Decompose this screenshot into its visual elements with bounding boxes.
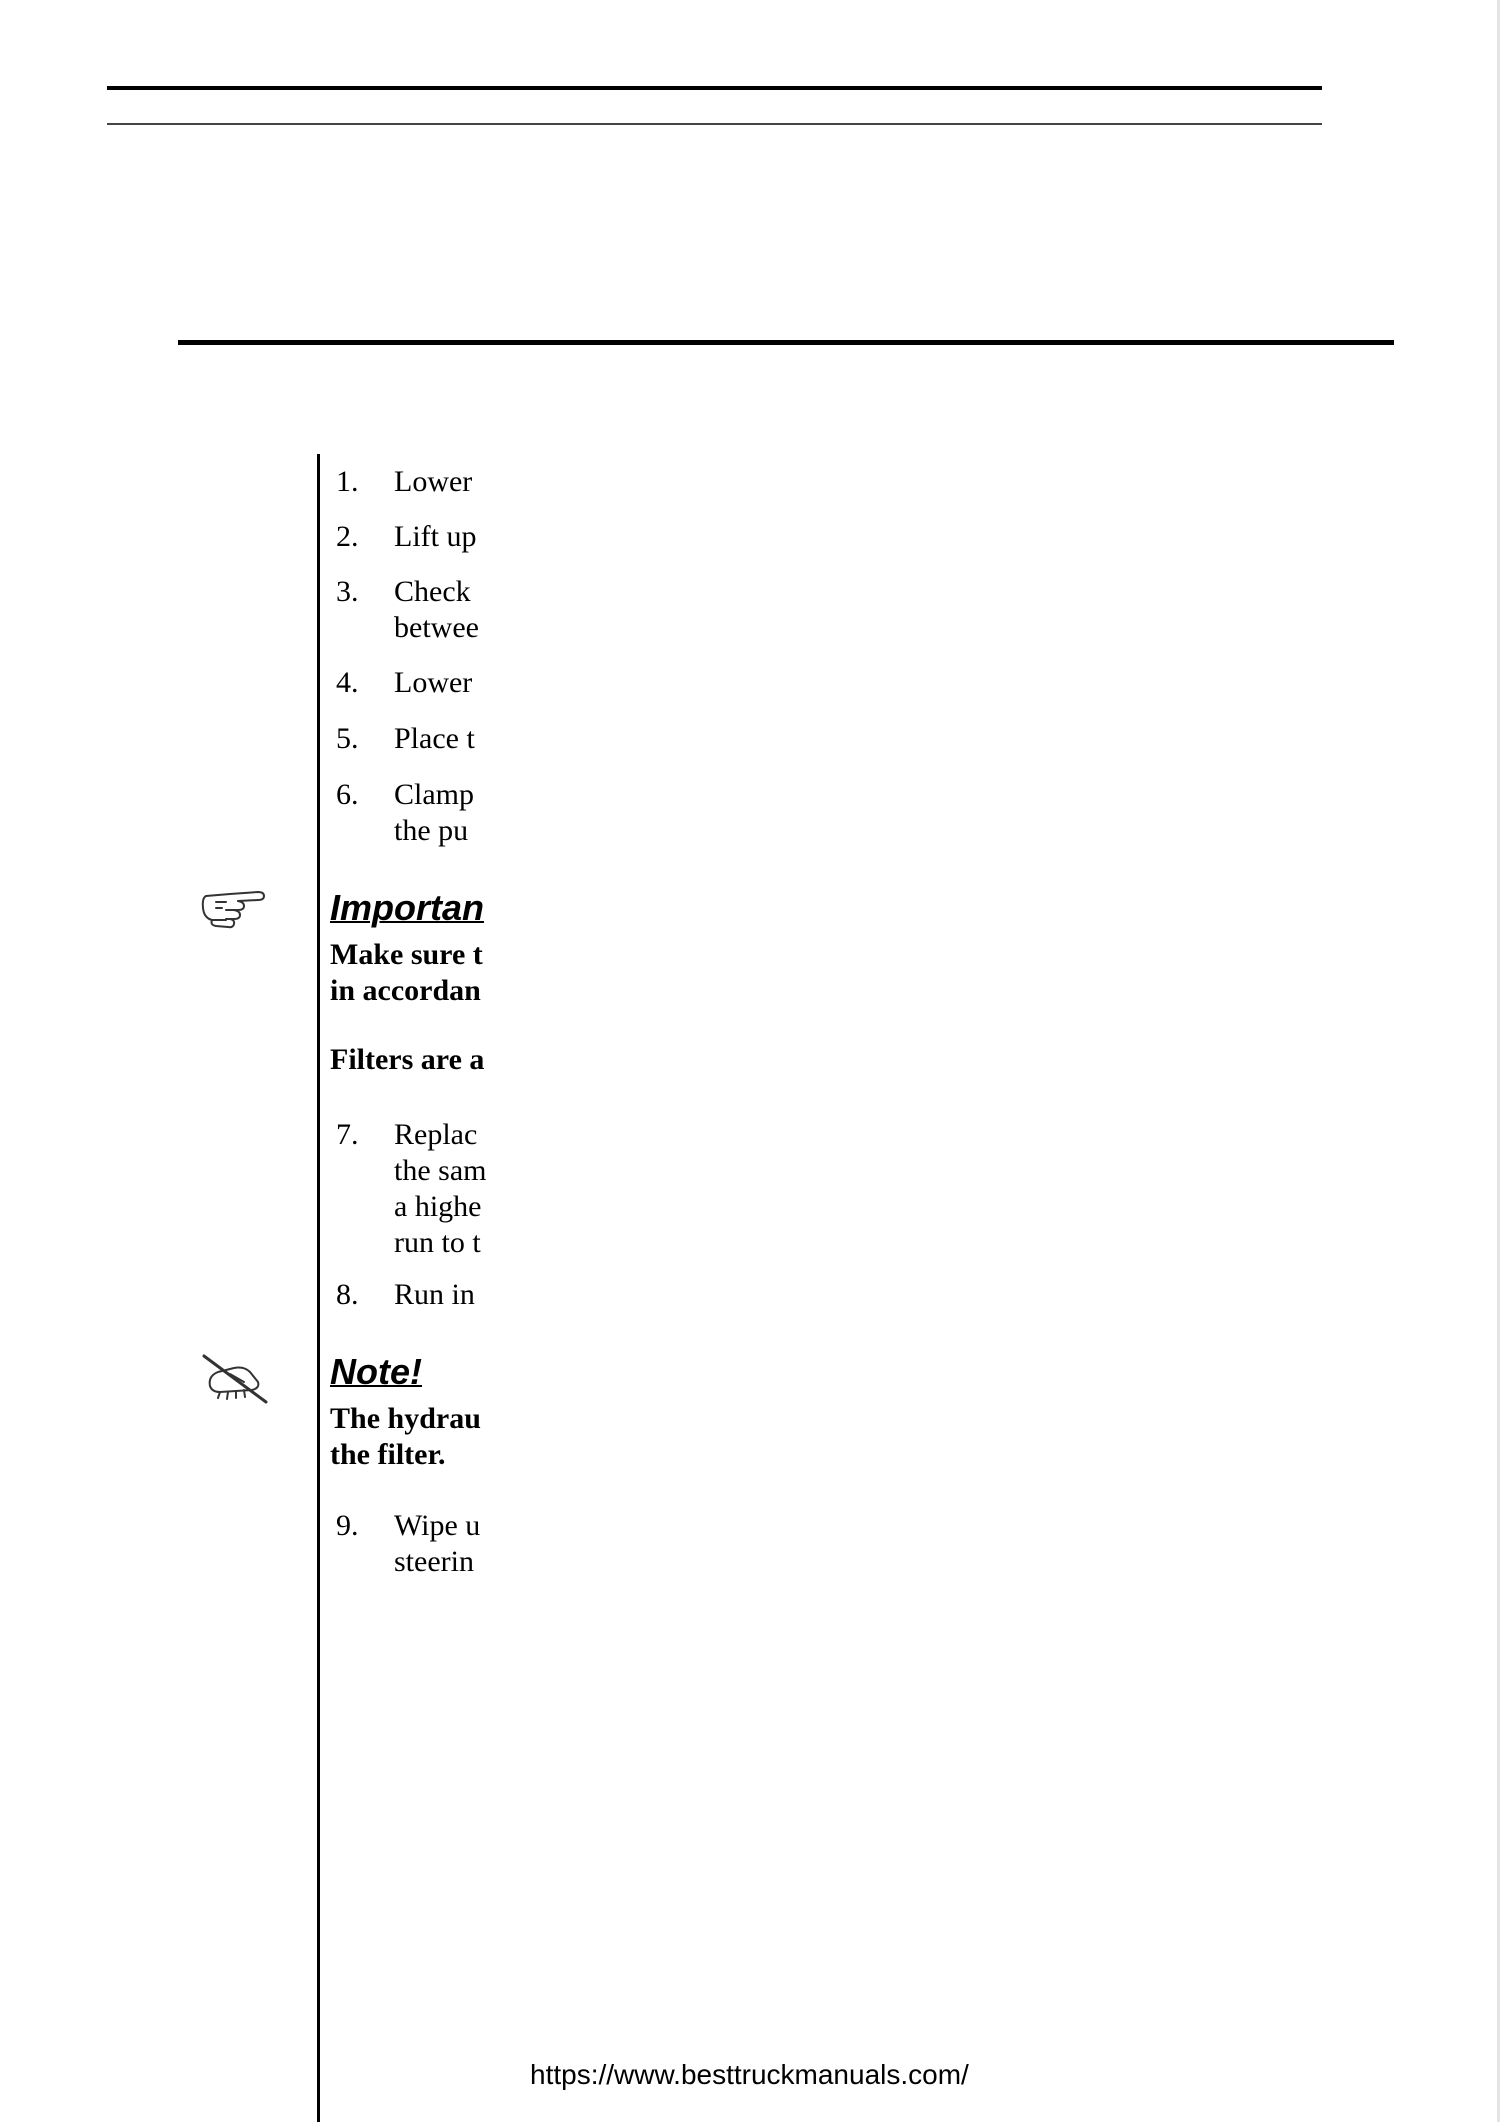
step-line: Lower [394, 666, 473, 699]
footer-url: https://www.besttruckmanuals.com/ [530, 2059, 969, 2090]
step-line: Replac [394, 1118, 478, 1151]
step-number: 4. [336, 666, 359, 699]
header-rule-thin [107, 123, 1322, 125]
note-line: the filter. [330, 1438, 446, 1471]
note-line: The hydrau [330, 1402, 481, 1435]
step-line: Run in [394, 1278, 475, 1311]
step-line: Check [394, 575, 471, 608]
step-line: Wipe u [394, 1509, 481, 1542]
step-text [394, 1508, 480, 1580]
step-number: 3. [336, 575, 359, 608]
step-line: Clamp [394, 778, 474, 811]
note-heading: Note! [330, 1351, 422, 1392]
header-rule-thick [107, 86, 1322, 90]
step-text [394, 665, 472, 701]
step-text [394, 721, 475, 757]
step-text [394, 1117, 486, 1261]
step-line: a highe [394, 1190, 482, 1223]
step-line: betwee [394, 611, 479, 644]
step-text [394, 777, 474, 849]
step-text [394, 1277, 475, 1313]
important-heading: Importan [330, 887, 485, 928]
step-line: the pu [394, 814, 469, 847]
step-line: Lower [394, 465, 473, 498]
step-line: Lift up [394, 520, 477, 553]
note-text [330, 1401, 481, 1473]
important-text [330, 937, 483, 1009]
step-number: 7. [336, 1118, 359, 1151]
margin-rule [317, 454, 320, 2122]
step-number: 2. [336, 520, 359, 553]
step-text [394, 464, 472, 500]
note-hand-pencil-icon [200, 1352, 270, 1404]
step-line: steerin [394, 1545, 474, 1578]
step-number: 9. [336, 1509, 359, 1542]
important-line: in accordan [330, 974, 481, 1007]
step-text [394, 574, 479, 646]
important-extra-text: Filters are a [330, 1043, 485, 1076]
step-number: 8. [336, 1278, 359, 1311]
step-number: 6. [336, 778, 359, 811]
step-number: 1. [336, 465, 359, 498]
section-rule [178, 340, 1394, 345]
important-line: Make sure t [330, 938, 483, 971]
step-line: run to t [394, 1226, 481, 1259]
pointing-hand-icon [200, 884, 270, 936]
step-text [394, 519, 477, 555]
step-line: the sam [394, 1154, 487, 1187]
step-number: 5. [336, 722, 359, 755]
step-line: Place t [394, 722, 475, 755]
